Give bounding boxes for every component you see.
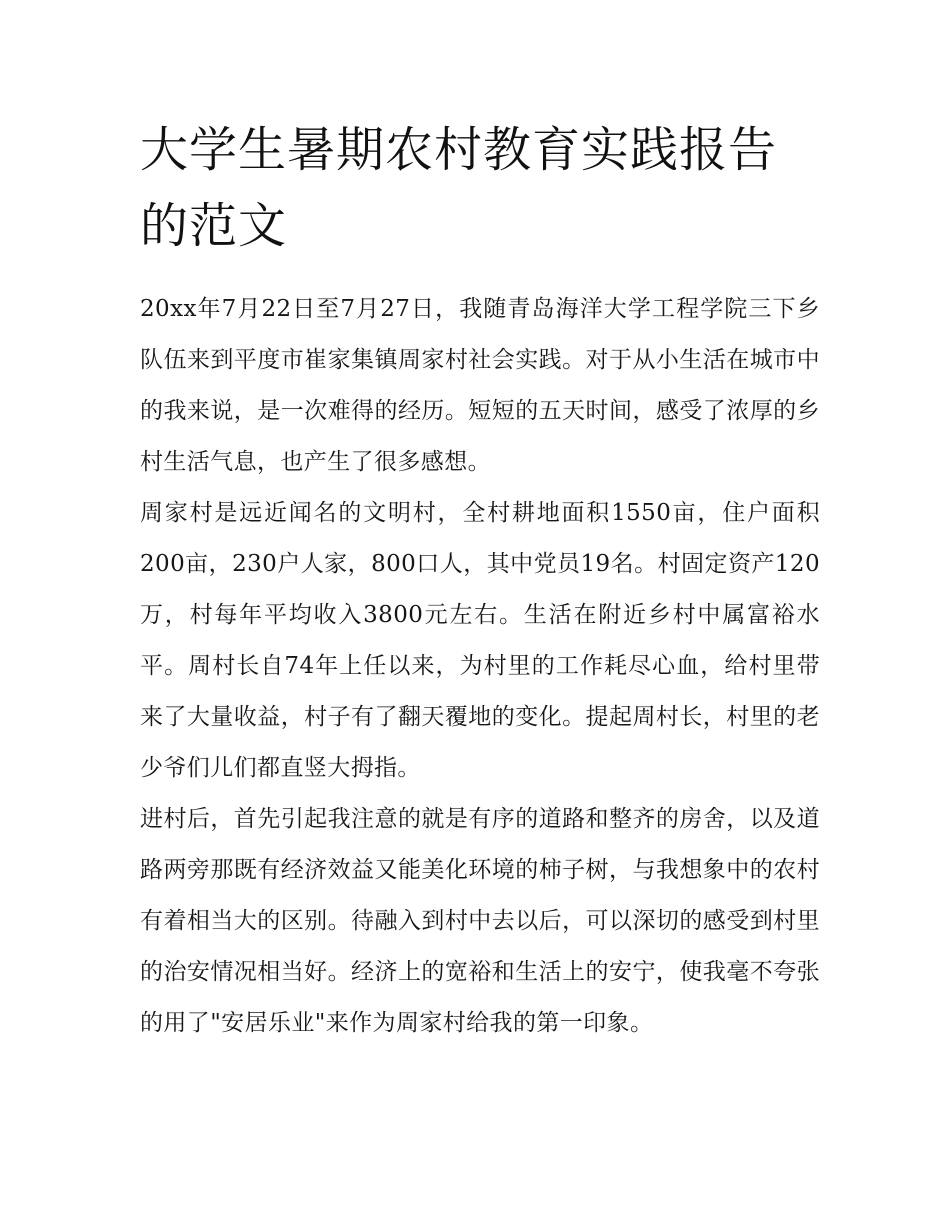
document-content (140, 112, 820, 1049)
document-body (140, 284, 820, 1049)
paragraph-village-profile: 周家村是远近闻名的文明村，全村耕地面积1550亩，住户面积200亩，230户人家，800口人，其中党员19名。村固定资产120万，村每年平均收入3800元左右。生活在附近乡村中属富裕水平。周村长自74年上任以来，为村里的工作耗尽心血，给村里带来了大量收益，村子有了翻天覆地的变化。提起周村长，村里的老少爷们儿们都直竖大拇指。 (140, 500, 820, 781)
document-title: 大学生暑期农村教育实践报告的范文 (140, 122, 778, 254)
paragraph-intro: 20xx年7月22日至7月27日，我随青岛海洋大学工程学院三下乡队伍来到平度市崔家集镇周家村社会实践。对于从小生活在城市中的我来说，是一次难得的经历。短短的五天时间，感受了浓厚的乡村生活气息，也产生了很多感想。 (140, 296, 820, 475)
paragraph-first-impression: 进村后，首先引起我注意的就是有序的道路和整齐的房舍，以及道路两旁那既有经济效益又能美化环境的柿子树，与我想象中的农村有着相当大的区别。待融入到村中去以后，可以深切的感受到村里的治安情况相当好。经济上的宽裕和生活上的安宁，使我毫不夸张的用了"安居乐业"来作为周家村给我的第一印象。 (140, 806, 820, 1036)
